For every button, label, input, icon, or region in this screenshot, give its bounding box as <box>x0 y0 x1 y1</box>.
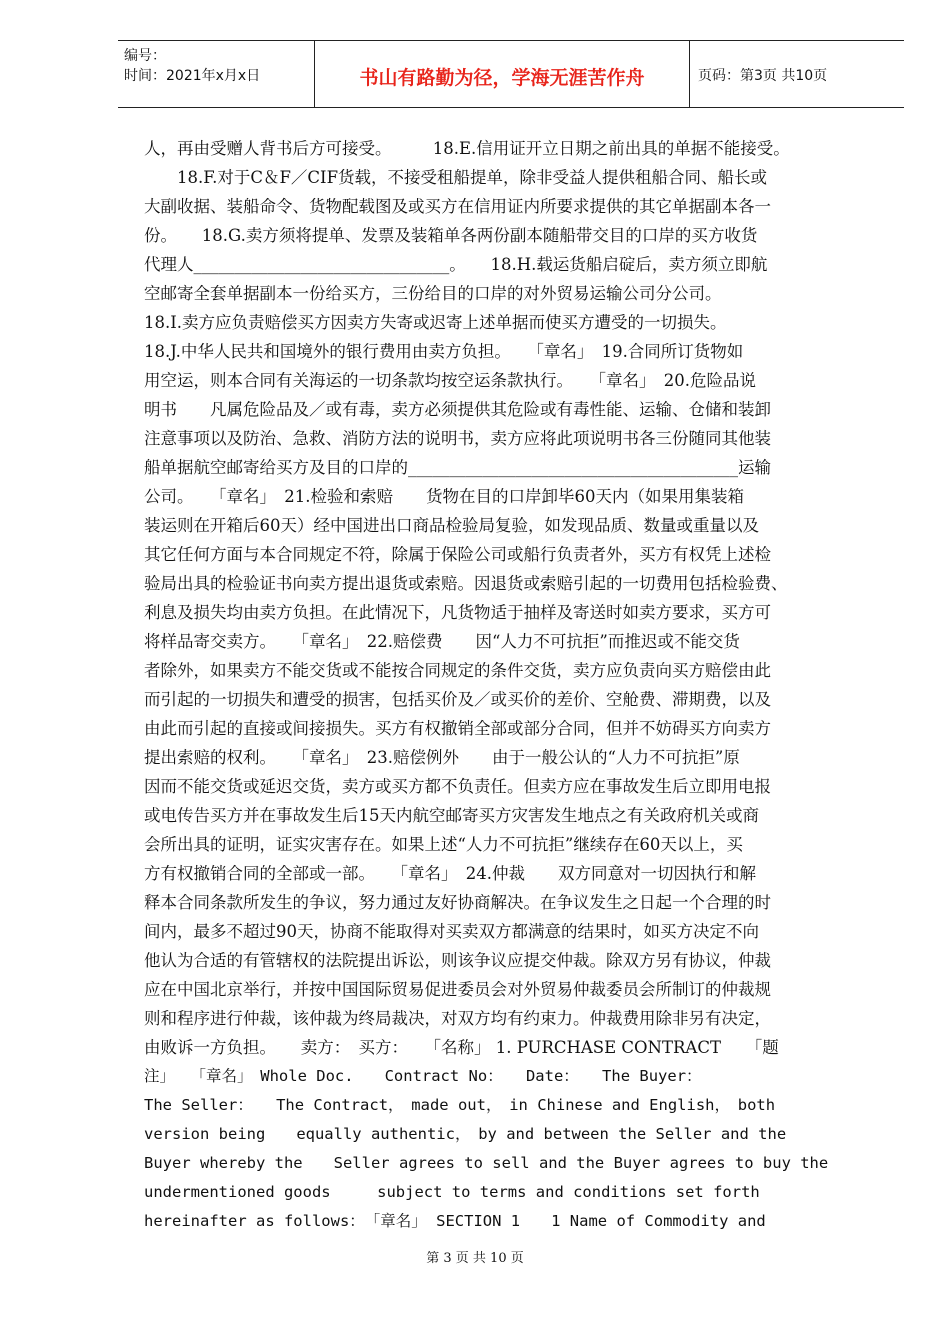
body-text-line: 由此而引起的直接或间接损失。买方有权撤销全部或部分合同，但并不妨碍买方向卖方 <box>144 719 771 738</box>
body-text-line: 大副收据、装船命令、货物配载图及或买方在信用证内所要求提供的其它单据副本各一 <box>144 197 771 216</box>
header-page-cell <box>690 41 904 107</box>
body-text-line: version being equally authentic， by and between the Seller and the <box>144 1125 787 1143</box>
header-motto-cell <box>315 41 690 107</box>
body-text-line: 者除外，如果卖方不能交货或不能按合同规定的条件交货，卖方应负责向买方赔偿由此 <box>144 661 771 680</box>
body-text-line: 船单据航空邮寄给买方及目的口岸的________________________________________运输 <box>144 458 771 477</box>
body-text-line: 方有权撤销合同的全部或一部。 「章名」 24.仲裁 双方同意对一切因执行和解 <box>144 864 756 883</box>
body-text-line: 间内，最多不超过90天，协商不能取得对买卖双方都满意的结果时，如买方决定不向 <box>144 922 759 941</box>
body-text-line: 份。 18.G.卖方须将提单、发票及装箱单各两份副本随船带交目的口岸的买方收货 <box>144 226 758 245</box>
body-text-line: 会所出具的证明，证实灾害存在。如果上述“人力不可抗拒”继续存在60天以上，买 <box>144 835 743 854</box>
document-date-label: 时间：2021年x月x日 <box>124 68 261 84</box>
body-text-line: 其它任何方面与本合同规定不符，除属于保险公司或船行负责者外，买方有权凭上述检 <box>144 545 771 564</box>
body-text-line: 装运则在开箱后60天）经中国进出口商品检验局复验，如发现品质、数量或重量以及 <box>144 516 759 535</box>
body-text-line: 注」 「章名」 Whole Doc. Contract No： Date： The Buyer： <box>144 1067 702 1085</box>
body-text-line: 利息及损失均由卖方负担。在此情况下，凡货物适于抽样及寄送时如卖方要求，买方可 <box>144 603 771 622</box>
body-text-line: 由败诉一方负担。 卖方： 买方： 「名称」 1. PURCHASE CONTRACT 「题 <box>144 1038 779 1057</box>
body-text-line: hereinafter as follows： 「章名」 SECTION 1 1 Name of Commodity and <box>144 1212 766 1230</box>
body-text-line: 18.I.卖方应负责赔偿买方因卖方失寄或迟寄上述单据而使买方遭受的一切损失。 <box>144 313 727 332</box>
body-text-line: 因而不能交货或延迟交货，卖方或买方都不负责任。但卖方应在事故发生后立即用电报 <box>144 777 771 796</box>
document-body <box>144 134 880 1236</box>
body-text-line: 注意事项以及防治、急救、消防方法的说明书，卖方应将此项说明书各三份随同其他装 <box>144 429 771 448</box>
body-text-line: undermentioned goods subject to terms and conditions set forth <box>144 1183 760 1201</box>
body-text-line: 则和程序进行仲裁，该仲裁为终局裁决，对双方均有约束力。仲裁费用除非另有决定， <box>144 1009 771 1028</box>
body-text-line: 用空运，则本合同有关海运的一切条款均按空运条款执行。 「章名」 20.危险品说 <box>144 371 756 390</box>
body-text-line: 18.J.中华人民共和国境外的银行费用由卖方负担。 「章名」 19.合同所订货物如 <box>144 342 744 361</box>
body-text-line: 代理人_______________________________。 18.H.载运货船启碇后，卖方须立即航 <box>144 255 768 274</box>
body-text-line: 18.F.对于C＆F／CIF货载，不接受租船提单，除非受益人提供租船合同、船长或 <box>144 168 768 187</box>
body-text-line: 或电传告买方并在事故发生后15天内航空邮寄买方灾害发生地点之有关政府机关或商 <box>144 806 759 825</box>
body-text-line: 公司。 「章名」 21.检验和索赔 货物在目的口岸卸毕60天内（如果用集装箱 <box>144 487 744 506</box>
body-text-line: 人，再由受赠人背书后方可接受。 18.E.信用证开立日期之前出具的单据不能接受。 <box>144 139 790 158</box>
document-number-label: 编号： <box>124 48 166 64</box>
body-text-line: 空邮寄全套单据副本一份给买方，三份给目的口岸的对外贸易运输公司分公司。 <box>144 284 722 303</box>
body-text-line: 应在中国北京举行，并按中国国际贸易促进委员会对外贸易仲裁委员会所制订的仲裁规 <box>144 980 771 999</box>
header-page-number: 页码：第3页 共10页 <box>698 68 828 84</box>
body-text-line: 他认为合适的有管辖权的法院提出诉讼，则该争议应提交仲裁。除双方另有协议，仲裁 <box>144 951 771 970</box>
body-text-line: 明书 凡属危险品及／或有毒，卖方必须提供其危险或有毒性能、运输、仓储和装卸 <box>144 400 771 419</box>
page-footer: 第 3 页 共 10 页 <box>426 1251 524 1266</box>
body-text-line: Buyer whereby the Seller agrees to sell and the Buyer agrees to buy the <box>144 1154 829 1172</box>
header-motto: 书山有路勤为径，学海无涯苦作舟 <box>359 67 645 89</box>
body-text-line: The Seller： The Contract， made out， in Chinese and English， both <box>144 1096 776 1114</box>
body-text-line: 提出索赔的权利。 「章名」 23.赔偿例外 由于一般公认的“人力不可抗拒”原 <box>144 748 740 767</box>
body-text-line: 释本合同条款所发生的争议，努力通过友好协商解决。在争议发生之日起一个合理的时 <box>144 893 771 912</box>
body-text-line: 验局出具的检验证书向卖方提出退货或索赔。因退货或索赔引起的一切费用包括检验费、 <box>144 574 788 593</box>
header-meta-cell <box>118 41 315 107</box>
body-text-line: 将样品寄交卖方。 「章名」 22.赔偿费 因“人力不可抗拒”而推迟或不能交货 <box>144 632 740 651</box>
page-header <box>118 40 904 108</box>
body-text-line: 而引起的一切损失和遭受的损害，包括买价及／或买价的差价、空舱费、滞期费，以及 <box>144 690 771 709</box>
